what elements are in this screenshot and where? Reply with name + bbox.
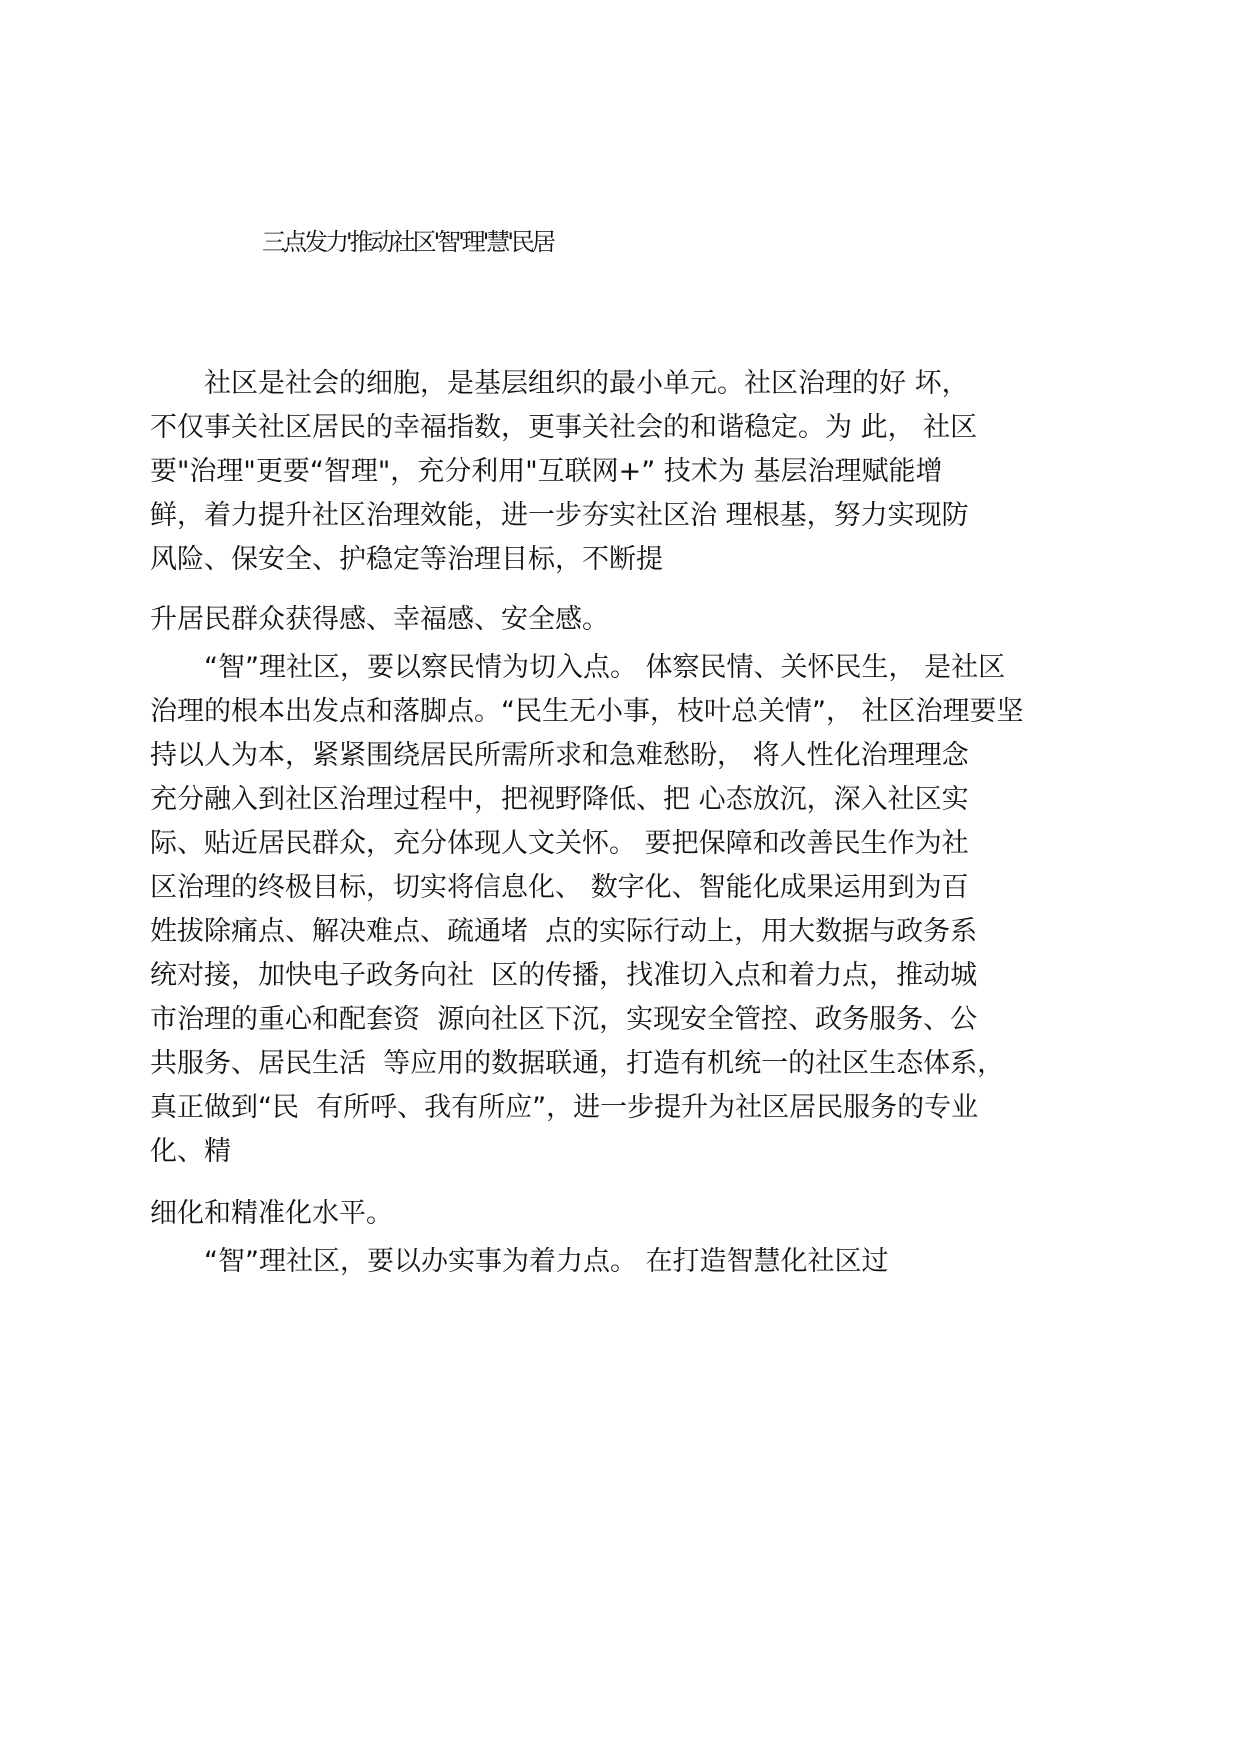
body-line: 治理的根本出发点和落脚点。“民生无小事，枝叶总关情”， 社区治理要坚	[150, 696, 1024, 727]
body-line: 区治理的终极目标，切实将信息化、 数字化、智能化成果运用到为百	[150, 872, 969, 903]
body-line: 姓拔除痛点、解决难点、疏通堵 点的实际行动上，用大数据与政务系	[150, 916, 978, 947]
body-line: “智”理社区，要以办实事为着力点。 在打造智慧化社区过	[150, 1246, 889, 1277]
body-line: “智”理社区，要以察民情为切入点。 体察民情、关怀民生， 是社区	[150, 652, 1006, 683]
body-line: 升居民群众获得感、幸福感、安全感。	[150, 604, 609, 635]
body-line: 不仅事关社区居民的幸福指数，更事关社会的和谐稳定。为 此， 社区	[150, 412, 978, 443]
body-line: 社区是社会的细胞，是基层组织的最小单元。社区治理的好 坏，	[150, 368, 969, 399]
body-line: 鲜，着力提升社区治理效能，进一步夯实社区治 理根基，努力实现防	[150, 500, 969, 531]
body-line: 际、贴近居民群众，充分体现人文关怀。 要把保障和改善民生作为社	[150, 828, 969, 859]
body-line: 风险、保安全、护稳定等治理目标，不断提	[150, 544, 663, 575]
body-line: 统对接，加快电子政务向社 区的传播，找准切入点和着力点，推动城	[150, 960, 978, 991]
body-line: 充分融入到社区治理过程中，把视野降低、把 心态放沉，深入社区实	[150, 784, 969, 815]
body-line: 真正做到“民 有所呼、我有所应”，进一步提升为社区居民服务的专业	[150, 1092, 979, 1123]
body-line: 持以人为本，紧紧围绕居民所需所求和急难愁盼， 将人性化治理理念	[150, 740, 969, 771]
document-title: 三点发力'推动社区'智'理'慧'民居	[262, 228, 553, 256]
body-line: 要"治理"更要“智理"，充分利用"互联网+” 技术为 基层治理赋能增	[150, 456, 943, 487]
body-line: 市治理的重心和配套资 源向社区下沉，实现安全管控、政务服务、公	[150, 1004, 978, 1035]
body-line: 化、精	[150, 1136, 231, 1167]
body-line: 细化和精准化水平。	[150, 1198, 393, 1229]
body-line: 共服务、居民生活 等应用的数据联通，打造有机统一的社区生态体系，	[150, 1048, 1005, 1079]
